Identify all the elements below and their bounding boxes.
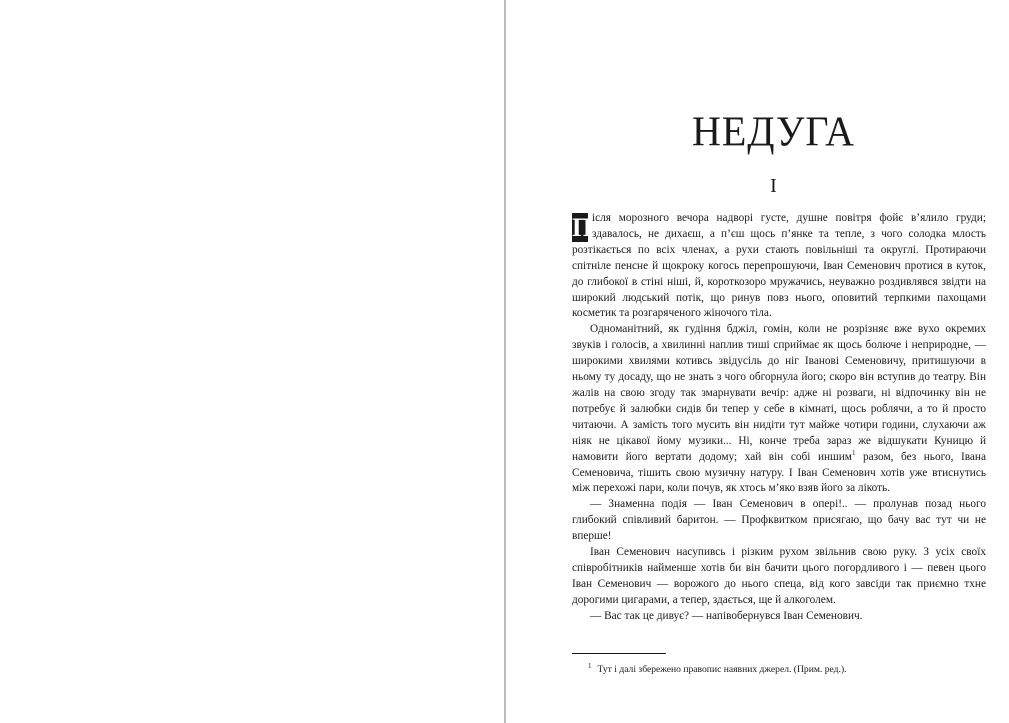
paragraph-1-text: ісля морозного вечора надворі густе, душне повітря фойє в’ялило груди; здавалось, не дихаєш, а п’єш щось п’янке та тепле, з чого солодка млость розтікається по всіх членах, а рухи стають повільніші та округлі. Протираючи спітніле пенсне й щокроку когось перепрошуючи, Іван Семенович протися в куток, до глибокої в стіні ніші, й, короткозоро мружачись, неуважно роздивлявся звідти на широкий людський потік, що ринув повз нього, оповитий терпкими пахощами косметик та розгарячeного жіночого тіла. <box>572 212 986 320</box>
paragraph-5: — Вас так це дивує? — напівобернувся Іван Семенович. <box>590 609 863 622</box>
paragraph-2 <box>572 322 986 497</box>
footnote-reference[interactable]: 1 <box>851 448 856 457</box>
chapter-title: НЕДУГА <box>691 107 856 156</box>
paragraph-4: Іван Семенович насупивсь і різким рухом звільнив свою руку. З усіх своїх співробітників найменше хотів би він бачити цього погордливого і — певен цього Іван Семенович — ворожого до нього спеца, від кого завсіди так приємно тхне дорогими цигарами, а тепер, здається, ще й алкоголем. <box>572 546 986 606</box>
footnote-divider <box>572 653 666 654</box>
drop-cap: П <box>572 213 593 242</box>
paragraph-3: — Знаменна подія — Іван Семенович в опері!.. — пролунав позад нього глибокий співливий баритон. — Профквитком присягаю, що бачу вас тут чи не вперше! <box>572 498 986 543</box>
footnote-text: Тут і далі збережено правопис наявних джерел. (Прим. ред.). <box>597 664 847 676</box>
section-number: I <box>770 175 777 197</box>
right-page <box>506 0 1009 723</box>
paragraph-2-text-b: разом, без нього, Івана Семеновича, тішить свою музичну натуру. І Іван Семенович хотів уже втиснутись між перехожі пари, коли почув, як хтось м’яко взяв його за лікоть. <box>572 450 986 495</box>
paragraph-2-text-a: Одноманітний, як гудіння бджіл, гомін, коли не розрізняє вже вухо окремих звуків і голосів, а хвилинні наплив тиші сприймає як щось болюче і неприродне, — широкими хвилями котивсь звідусіль до ніг Іванові Семеновичу, притишуючи в ньому ту досаду, що не знать з чого обгорнула його; скоро він вступив до театру. Він жалів на свою згоду так змарнувати вечір: адже ні розваги, ні відпочинку він не потребує й залюбки сидів би тепер у себе в кімнаті, щось роблячи, а то й просто читаючи. А замість того мусить він нидіти тут майже чотири години, слухаючи аж ніяк не цікавої йому музики... Ні, конче треба зараз же відшукати Куницю й намовити його вертати додому; хай він собі иншим <box>572 323 986 463</box>
paragraph-1 <box>572 211 986 322</box>
left-page <box>0 0 504 723</box>
footnote <box>588 660 984 676</box>
chapter-text <box>572 211 986 625</box>
footnote-number: 1 <box>588 662 592 670</box>
